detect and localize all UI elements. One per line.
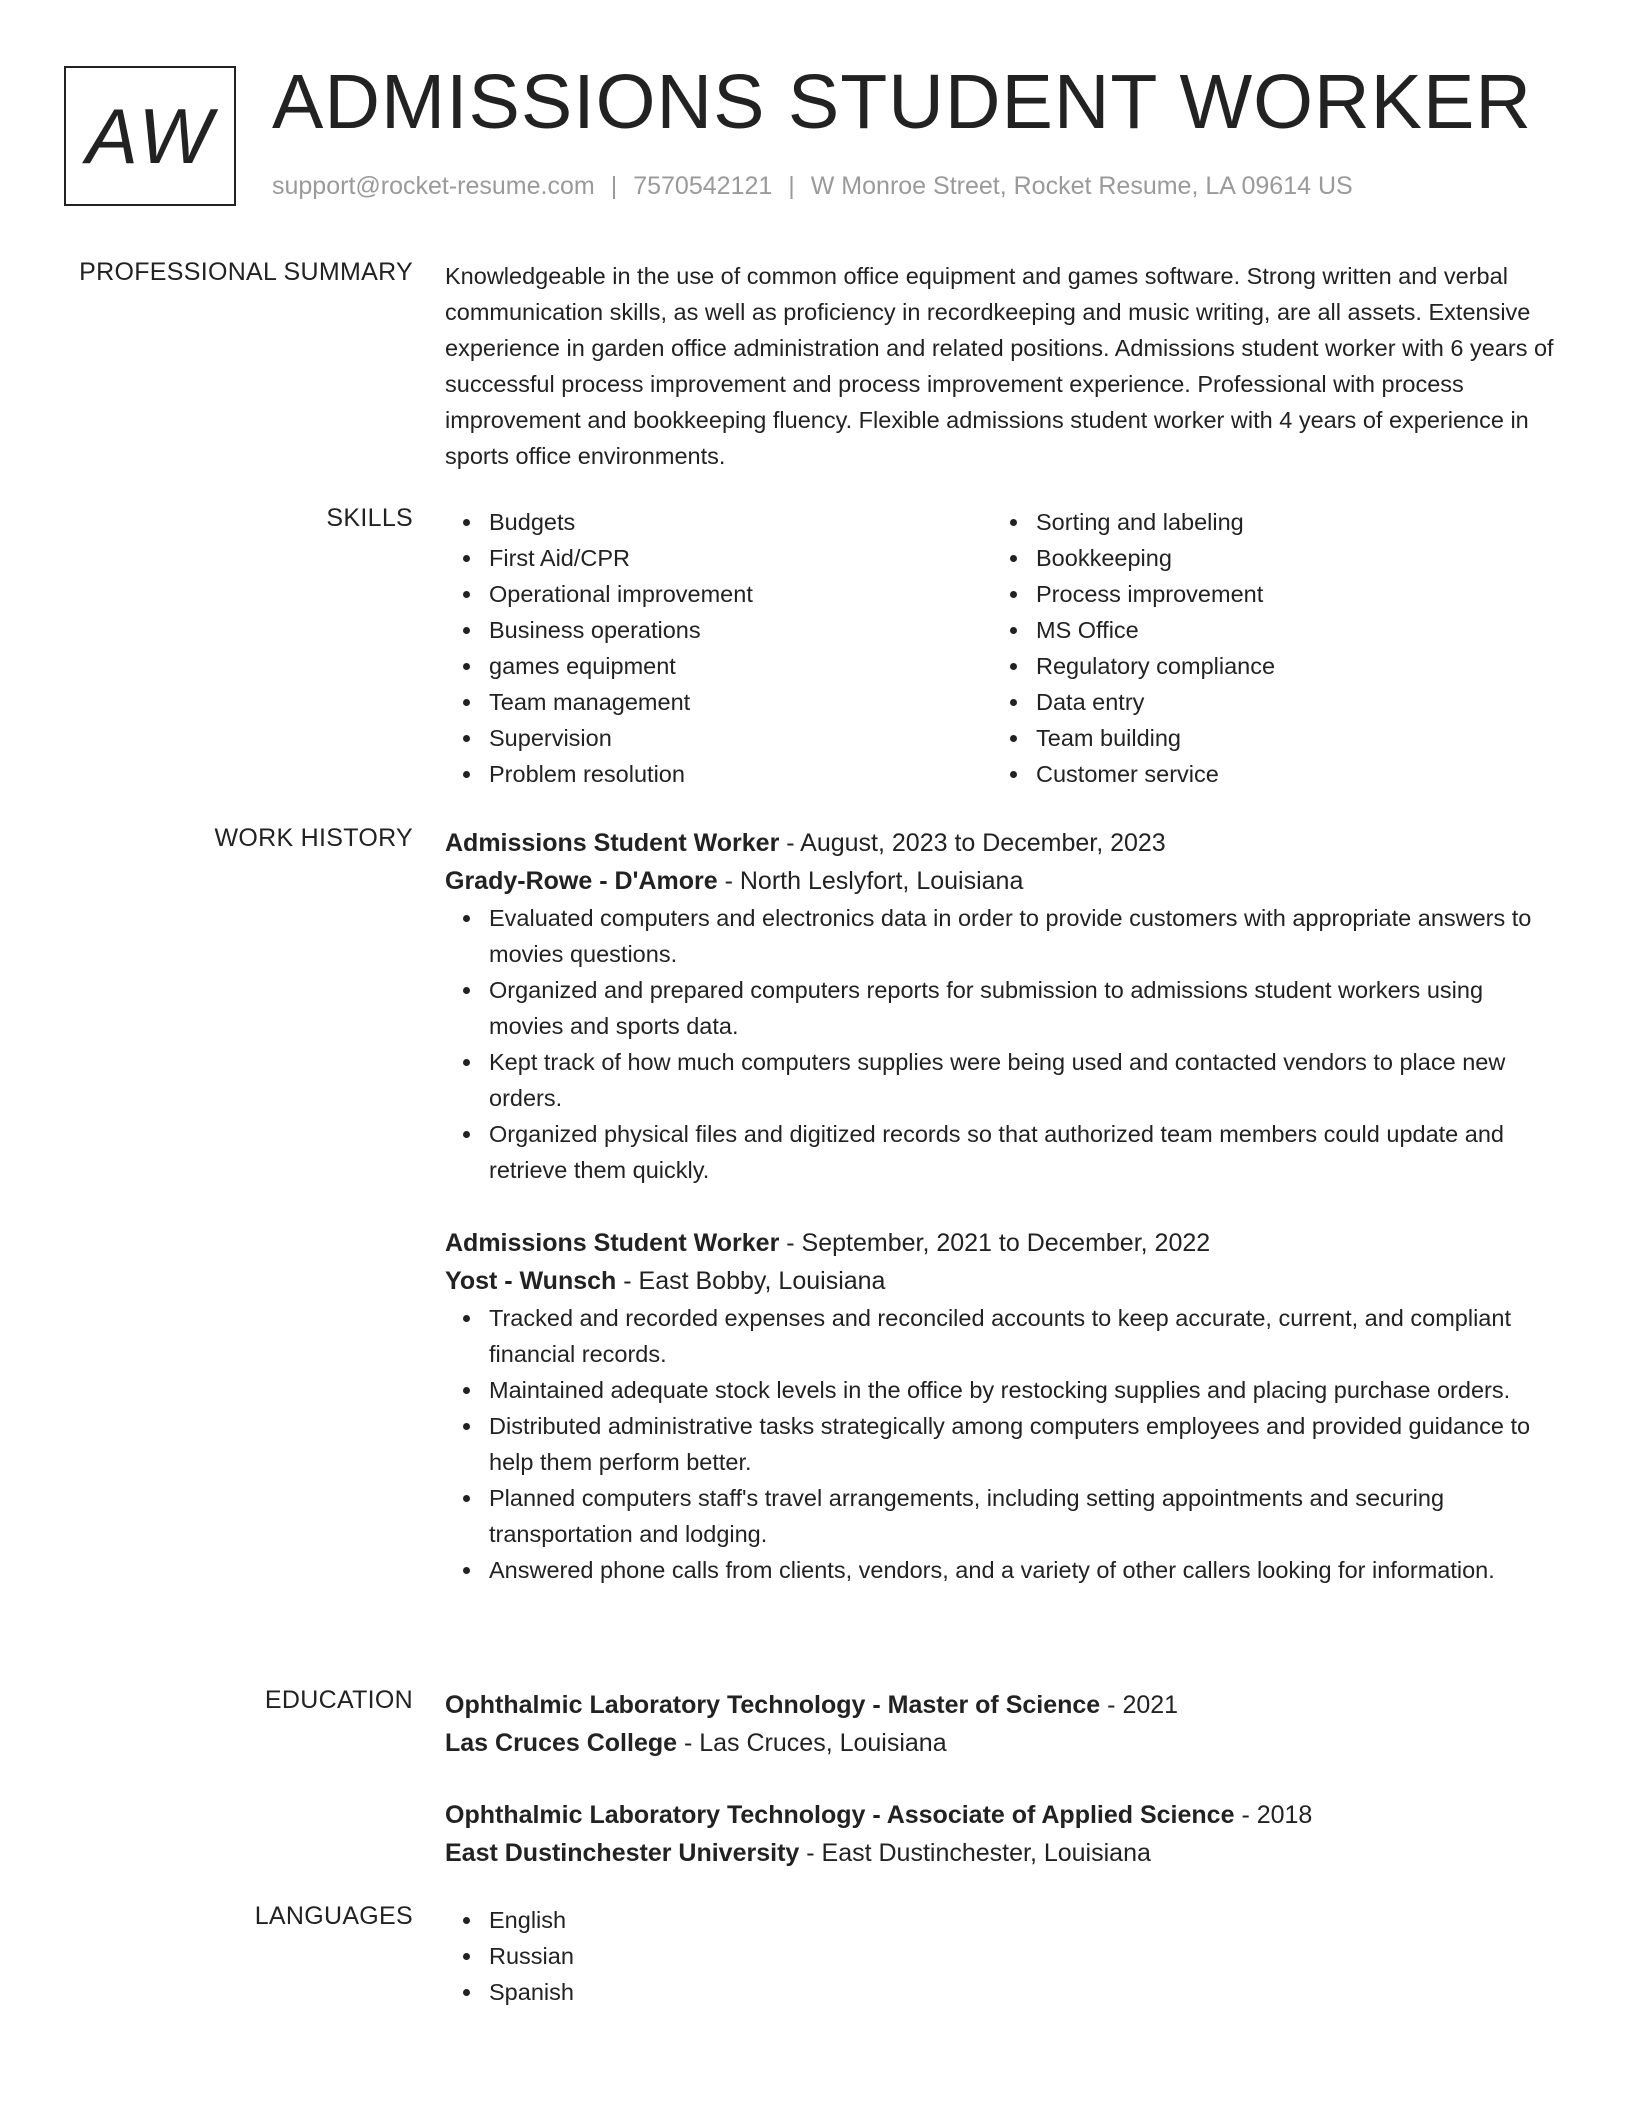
job-bullet: Evaluated computers and electronics data in order to provide customers with appropriate answers to movies questions. xyxy=(489,900,1560,972)
skill-item: Regulatory compliance xyxy=(1036,648,1539,684)
skill-item: games equipment xyxy=(489,648,992,684)
skill-item: Problem resolution xyxy=(489,756,992,792)
dash-separator: - xyxy=(799,1839,822,1867)
contact-separator: | xyxy=(610,172,618,200)
education-degree-line xyxy=(445,1686,1560,1724)
job-title: Admissions Student Worker xyxy=(445,829,780,857)
skill-item: Operational improvement xyxy=(489,576,992,612)
education-school: East Dustinchester University xyxy=(445,1839,800,1867)
job-location: North Leslyfort, Louisiana xyxy=(739,867,1024,895)
education-entry xyxy=(445,1796,1560,1872)
skill-item: Bookkeeping xyxy=(1036,540,1539,576)
dash-separator: - xyxy=(1234,1801,1257,1829)
job-bullet-list xyxy=(445,900,1560,1188)
skill-item: Business operations xyxy=(489,612,992,648)
education-school-line xyxy=(445,1834,1560,1872)
section-label-work-history: WORK HISTORY xyxy=(214,824,413,852)
language-item: Spanish xyxy=(489,1974,1560,2010)
education-school: Las Cruces College xyxy=(445,1729,678,1757)
job-dates: August, 2023 to December, 2023 xyxy=(800,829,1166,857)
skills-list-left xyxy=(445,504,992,792)
education-degree: Ophthalmic Laboratory Technology - Master of Science xyxy=(445,1691,1101,1719)
summary-body xyxy=(445,258,1560,474)
dash-separator: - xyxy=(616,1267,639,1295)
summary-text: Knowledgeable in the use of common office equipment and games software. Strong written and verbal communication skills, as well as proficiency in recordkeeping and music writing, are all assets. Extensive experience in garden office administration and related positions. Admissions student worker with 6 years of successful process improvement and process improvement experience. Professional with process improvement and bookkeeping fluency. Flexible admissions student worker with 4 years of experience in sports office environments. xyxy=(445,263,1554,469)
skills-list-right xyxy=(992,504,1539,792)
job-location: East Bobby, Louisiana xyxy=(638,1267,886,1295)
candidate-name: ADMISSIONS STUDENT WORKER xyxy=(272,59,1532,145)
education-entry xyxy=(445,1686,1560,1762)
education-school-line xyxy=(445,1724,1560,1762)
education-location: Las Cruces, Louisiana xyxy=(699,1729,947,1757)
job-bullet: Organized physical files and digitized records so that authorized team members could update and retrieve them quickly. xyxy=(489,1116,1560,1188)
skill-item: Supervision xyxy=(489,720,992,756)
skill-item: Customer service xyxy=(1036,756,1539,792)
skill-item: Sorting and labeling xyxy=(1036,504,1539,540)
skill-item: Team management xyxy=(489,684,992,720)
contact-email: support@rocket-resume.com xyxy=(272,172,595,200)
education-degree: Ophthalmic Laboratory Technology - Associate of Applied Science xyxy=(445,1801,1235,1829)
dash-separator: - xyxy=(779,829,801,857)
job-dates: September, 2021 to December, 2022 xyxy=(801,1229,1211,1257)
skill-item: Team building xyxy=(1036,720,1539,756)
job-bullet: Tracked and recorded expenses and reconciled accounts to keep accurate, current, and compliant financial records. xyxy=(489,1300,1560,1372)
job-bullet: Distributed administrative tasks strategically among computers employees and provided guidance to help them perform better. xyxy=(489,1408,1560,1480)
job-bullet: Organized and prepared computers reports for submission to admissions student workers using movies and sports data. xyxy=(489,972,1560,1044)
job-entry xyxy=(445,824,1560,1188)
monogram-initials: AW xyxy=(85,91,215,180)
section-label-education: EDUCATION xyxy=(264,1686,413,1714)
education-degree-line xyxy=(445,1796,1560,1834)
job-title-line xyxy=(445,1224,1560,1262)
job-company-line xyxy=(445,1262,1560,1300)
job-company: Yost - Wunsch xyxy=(445,1267,617,1295)
job-bullet: Maintained adequate stock levels in the office by restocking supplies and placing purchase orders. xyxy=(489,1372,1560,1408)
contact-address: W Monroe Street, Rocket Resume, LA 09614 US xyxy=(810,172,1353,200)
skills-column-left xyxy=(445,504,992,792)
language-item: Russian xyxy=(489,1938,1560,1974)
skill-item: Budgets xyxy=(489,504,992,540)
job-company-line xyxy=(445,862,1560,900)
section-label-languages: LANGUAGES xyxy=(254,1902,413,1930)
dash-separator: - xyxy=(717,867,740,895)
job-company: Grady-Rowe - D'Amore xyxy=(445,867,718,895)
section-label-skills: SKILLS xyxy=(326,504,413,532)
job-bullet: Planned computers staff's travel arrangements, including setting appointments and securing transportation and lodging. xyxy=(489,1480,1560,1552)
contact-line xyxy=(272,172,1353,201)
dash-separator: - xyxy=(677,1729,700,1757)
education-year: 2018 xyxy=(1256,1801,1313,1829)
job-title-line xyxy=(445,824,1560,862)
contact-separator: | xyxy=(788,172,795,200)
job-bullet: Kept track of how much computers supplies were being used and contacted vendors to place new orders. xyxy=(489,1044,1560,1116)
skills-body xyxy=(445,504,1560,792)
dash-separator: - xyxy=(1100,1691,1123,1719)
skill-item: Process improvement xyxy=(1036,576,1539,612)
education-location: East Dustinchester, Louisiana xyxy=(821,1839,1151,1867)
skill-item: Data entry xyxy=(1036,684,1539,720)
languages-body xyxy=(445,1902,1560,2010)
skill-item: First Aid/CPR xyxy=(489,540,992,576)
education-body xyxy=(445,1686,1560,1872)
skill-item: MS Office xyxy=(1036,612,1539,648)
dash-separator: - xyxy=(779,1229,802,1257)
skills-column-right xyxy=(992,504,1539,792)
job-entry xyxy=(445,1224,1560,1588)
education-year: 2021 xyxy=(1122,1691,1179,1719)
section-label-summary: PROFESSIONAL SUMMARY xyxy=(79,258,413,286)
contact-phone: 7570542121 xyxy=(633,172,773,200)
job-bullet-list xyxy=(445,1300,1560,1588)
work-history-body xyxy=(445,824,1560,1588)
monogram-box xyxy=(64,66,236,206)
languages-list xyxy=(445,1902,1560,2010)
job-bullet: Answered phone calls from clients, vendors, and a variety of other callers looking for information. xyxy=(489,1552,1560,1588)
job-title: Admissions Student Worker xyxy=(445,1229,780,1257)
language-item: English xyxy=(489,1902,1560,1938)
